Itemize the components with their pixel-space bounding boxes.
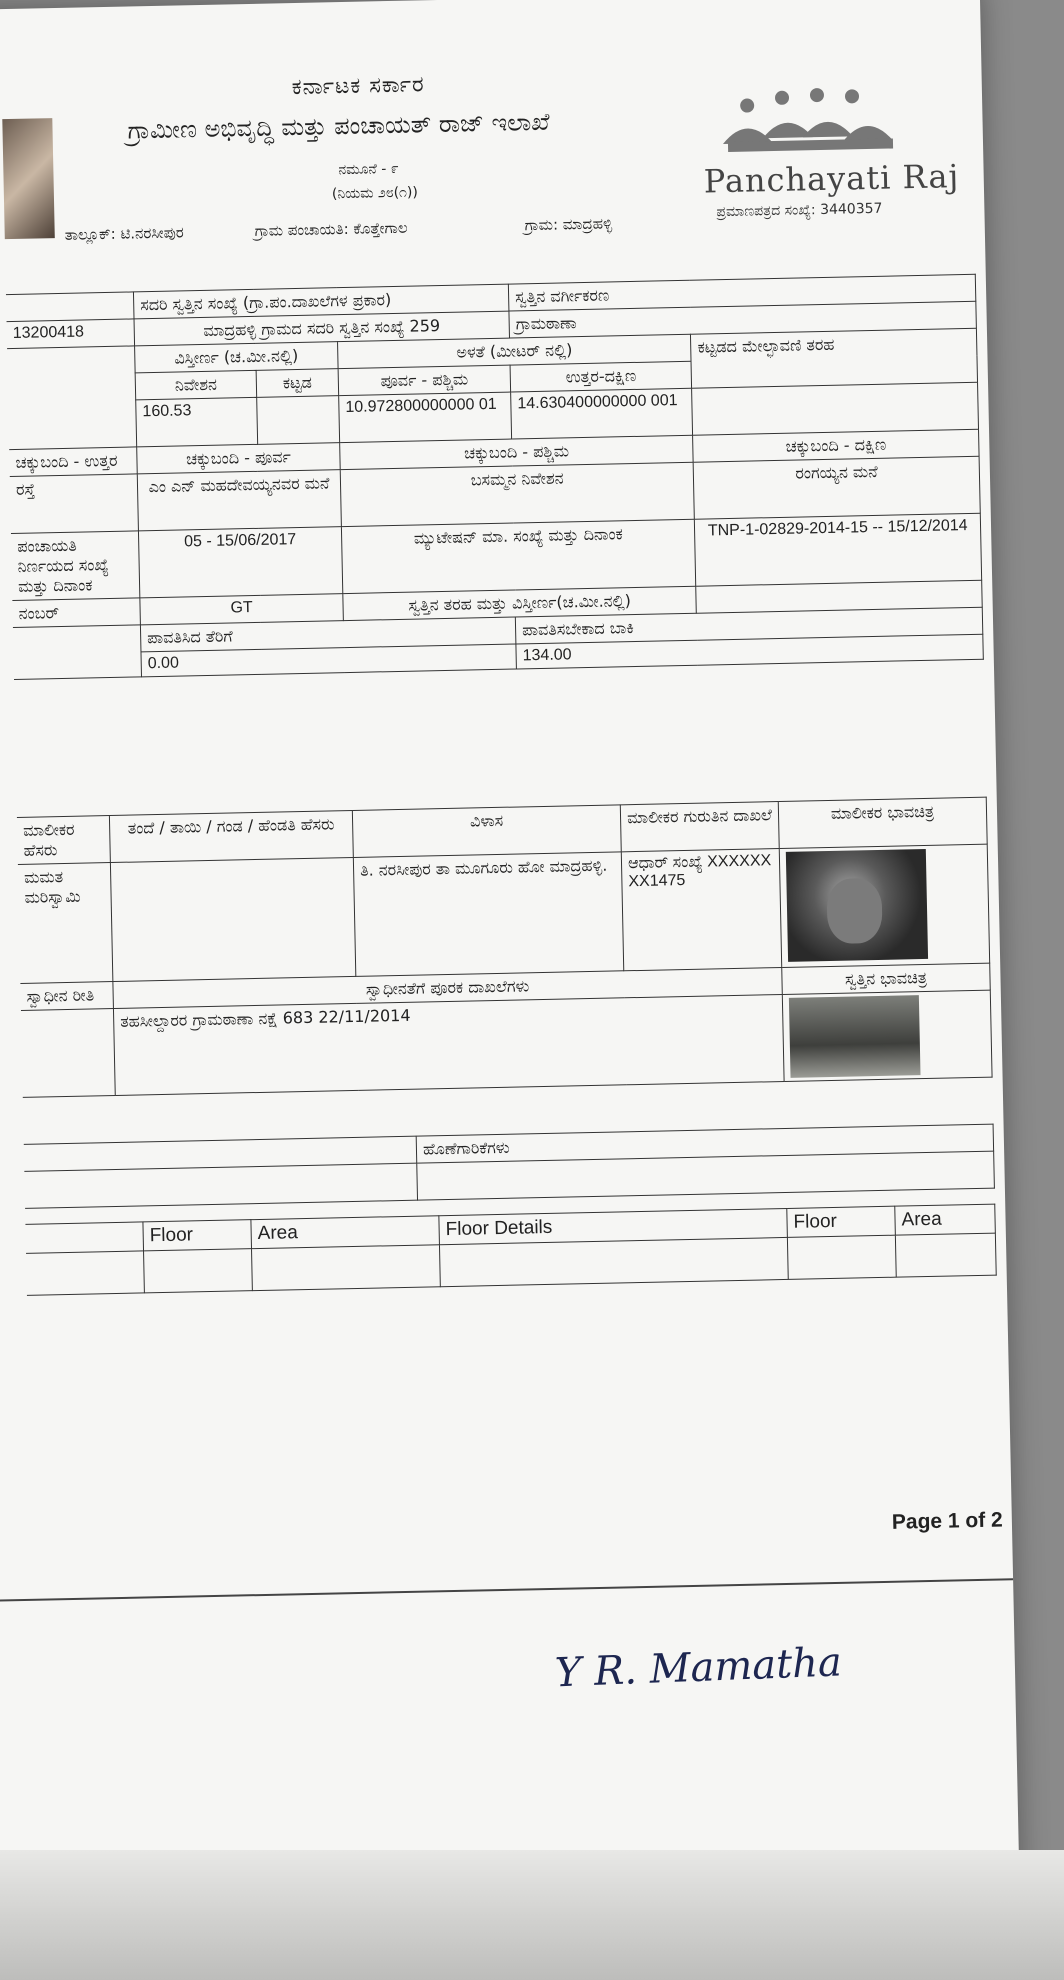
owner-id-value: ಆಧಾರ್ ಸಂಖ್ಯೆ XXXXXXXX1475 <box>621 849 781 971</box>
brand-text: Panchayati Raj <box>703 157 960 201</box>
category-value: ಗ್ರಾಮಠಾಣಾ <box>509 301 976 338</box>
tax-paid-label: ಪಾವತಿಸಿದ ತೆರಿಗೆ <box>140 617 515 652</box>
tax-due-value: 134.00 <box>516 634 983 669</box>
acquisition-mode-label: ಸ್ವಾಧೀನ ರೀತಿ <box>20 982 113 1011</box>
site-area-value: 160.53 <box>136 397 258 447</box>
mutation-value: TNP-1-02829-2014-15 -- 15/12/2014 <box>695 513 982 586</box>
floor-header-2: Floor <box>787 1206 896 1237</box>
boundary-west-value: ಬಸಮ್ಮನ ನಿವೇಶನ <box>340 462 694 526</box>
owner-photo <box>786 849 928 962</box>
resolution-value: 05 - 15/06/2017 <box>138 527 342 598</box>
property-photo-cell <box>782 990 992 1081</box>
boundary-east-label: ಚಕ್ಕುಬಂದಿ - ಪೂರ್ವ <box>137 443 341 474</box>
property-photo-label: ಸ್ವತ್ತಿನ ಭಾವಚಿತ್ರ <box>782 963 991 994</box>
owner-table <box>17 797 993 1098</box>
taluk: ತಾಲ್ಲೂಕ್: ಟಿ.ನರಸೀಪುರ <box>64 223 184 244</box>
acquisition-docs-label: ಸ್ವಾಧೀನತೆಗೆ ಪೂರಕ ದಾಖಲೆಗಳು <box>113 968 782 1009</box>
left-emblem-photo <box>2 118 55 239</box>
header-line-1: ಕರ್ನಾಟಕ ಸರ್ಕಾರ <box>291 72 425 101</box>
site-label: ನಿವೇಶನ <box>135 370 256 400</box>
floor-table <box>25 1204 996 1296</box>
north-south-value: 14.630400000000 001 <box>511 388 693 439</box>
background-surface <box>0 1850 1064 1980</box>
owner-id-label: ಮಾಲೀಕರ ಗುರುತಿನ ದಾಖಲೆ <box>620 802 779 852</box>
category-label: ಸ್ವತ್ತಿನ ವರ್ಗೀಕರಣ <box>508 274 975 311</box>
village: ಗ್ರಾಮ: ಮಾದ್ರಹಳ್ಳಿ <box>524 214 613 235</box>
liabilities-table <box>24 1124 995 1209</box>
boundary-north-label: ಚಕ್ಕುಬಂದಿ - ಉತ್ತರ <box>9 447 137 477</box>
building-area-value <box>257 396 340 445</box>
roof-type-label: ಕಟ್ಟಡದ ಮೇಲ್ಛಾವಣಿ ತರಹ <box>691 328 978 388</box>
area-label: ವಿಸ್ತೀರ್ಣ (ಚ.ಮೀ.ನಲ್ಲಿ) <box>135 342 339 373</box>
boundary-north-value: ರಸ್ತೆ <box>10 474 139 534</box>
boundary-south-value: ರಂಗಯ್ಯನ ಮನೆ <box>693 456 980 519</box>
document-header <box>0 0 985 260</box>
parent-name-value <box>110 857 355 981</box>
owner-name-label: ಮಾಲೀಕರ ಹೆಸರು <box>17 816 110 865</box>
parent-name-label: ತಂದೆ / ತಾಯಿ / ಗಂಡ / ಹೆಂಡತಿ ಹೆಸರು <box>109 810 353 862</box>
east-west-label: ಪೂರ್ವ - ಪಶ್ಚಿಮ <box>338 365 511 396</box>
tax-paid-value: 0.00 <box>141 644 516 677</box>
page-number: Page 1 of 2 <box>891 1508 1003 1534</box>
area-header-1: Area <box>251 1216 440 1249</box>
roof-type-value <box>692 382 979 435</box>
owner-photo-cell <box>779 844 989 967</box>
property-number-value: ಮಾದ್ರಹಳ್ಳಿ ಗ್ರಾಮದ ಸದರಿ ಸ್ವತ್ತಿನ ಸಂಖ್ಯೆ 259 <box>134 311 509 346</box>
property-number-label: ಸದರಿ ಸ್ವತ್ತಿನ ಸಂಖ್ಯೆ (ಗ್ರಾ.ಪಂ.ದಾಖಲೆಗಳ ಪ್ರಕಾರ) <box>133 284 508 319</box>
address-value: ತಿ. ನರಸೀಪುರ ತಾ ಮೂಗೂರು ಹೋ ಮಾದ್ರಹಳ್ಳಿ. <box>353 852 623 977</box>
page-divider <box>0 1578 1013 1601</box>
form-number: ನಮೂನೆ - ೯ <box>338 160 399 179</box>
gram-panchayat: ಗ್ರಾಮ ಪಂಚಾಯತಿ: ಕೊತ್ತೇಗಾಲ <box>254 218 408 240</box>
header-line-2: ಗ್ರಾಮೀಣ ಅಭಿವೃದ್ಧಿ ಮತ್ತು ಪಂಚಾಯತ್ ರಾಜ್ ಇಲಾಖೆ <box>127 107 550 145</box>
gt-label: ನಂಬರ್ <box>12 598 140 628</box>
north-south-label: ಉತ್ತರ-ದಕ್ಷಿಣ <box>510 361 692 392</box>
east-west-value: 10.972800000000 01 <box>339 392 512 443</box>
owner-name-value: ಮಮತ ಮರಿಸ್ವಾಮಿ <box>18 863 113 984</box>
handwritten-signature: Y R. Mamatha <box>554 1639 843 1697</box>
boundary-east-value: ಎಂ ಎನ್ ಮಹದೇವಯ್ಯನವರ ಮನೆ <box>137 470 341 531</box>
certificate-number: ಪ್ರಮಾಣಪತ್ರದ ಸಂಖ್ಯೆ: 3440357 <box>716 200 883 221</box>
resolution-label: ಪಂಚಾಯತಿ ನಿರ್ಣಯದ ಸಂಖ್ಯೆ ಮತ್ತು ದಿನಾಂಕ <box>11 531 140 601</box>
floor-details-header: Floor Details <box>439 1208 788 1244</box>
acquisition-mode-value <box>21 1009 115 1098</box>
dimensions-label: ಅಳತೆ (ಮೀಟರ್ ನಲ್ಲಿ) <box>338 334 692 368</box>
mutation-label: ಮ್ಯುಟೇಷನ್ ಮಾ. ಸಂಖ್ಯೆ ಮತ್ತು ದಿನಾಂಕ <box>341 519 696 593</box>
floor-header-1: Floor <box>143 1220 252 1251</box>
owner-photo-label: ಮಾಲೀಕರ ಭಾವಚಿತ್ರ <box>778 797 987 848</box>
property-id: 13200418 <box>7 319 135 349</box>
tax-due-label: ಪಾವತಿಸಬೇಕಾದ ಬಾಕಿ <box>515 607 982 644</box>
building-label: ಕಟ್ಟಡ <box>256 369 339 398</box>
rule-number: (ನಿಯಮ ೨೮(೧)) <box>331 184 419 203</box>
property-photo <box>789 995 921 1078</box>
gt-value: GT <box>140 594 344 625</box>
boundary-west-label: ಚಕ್ಕುಬಂದಿ - ಪಶ್ಚಿಮ <box>340 435 694 469</box>
area-header-2: Area <box>895 1204 996 1235</box>
property-table <box>6 274 984 680</box>
address-label: ವಿಳಾಸ <box>352 805 621 858</box>
boundary-south-label: ಚಕ್ಕುಬಂದಿ - ದಕ್ಷಿಣ <box>693 429 979 462</box>
liabilities-label: ಹೊಣೆಗಾರಿಕೆಗಳು <box>416 1124 993 1163</box>
type-area-label: ಸ್ವತ್ತಿನ ತರಹ ಮತ್ತು ವಿಸ್ತೀರ್ಣ(ಚ.ಮೀ.ನಲ್ಲಿ) <box>343 586 697 620</box>
acquisition-docs-value: ತಹಸೀಲ್ದಾರರ ಗ್ರಾಮಠಾಣಾ ನಕ್ಷೆ 683 22/11/2014 <box>113 994 784 1095</box>
